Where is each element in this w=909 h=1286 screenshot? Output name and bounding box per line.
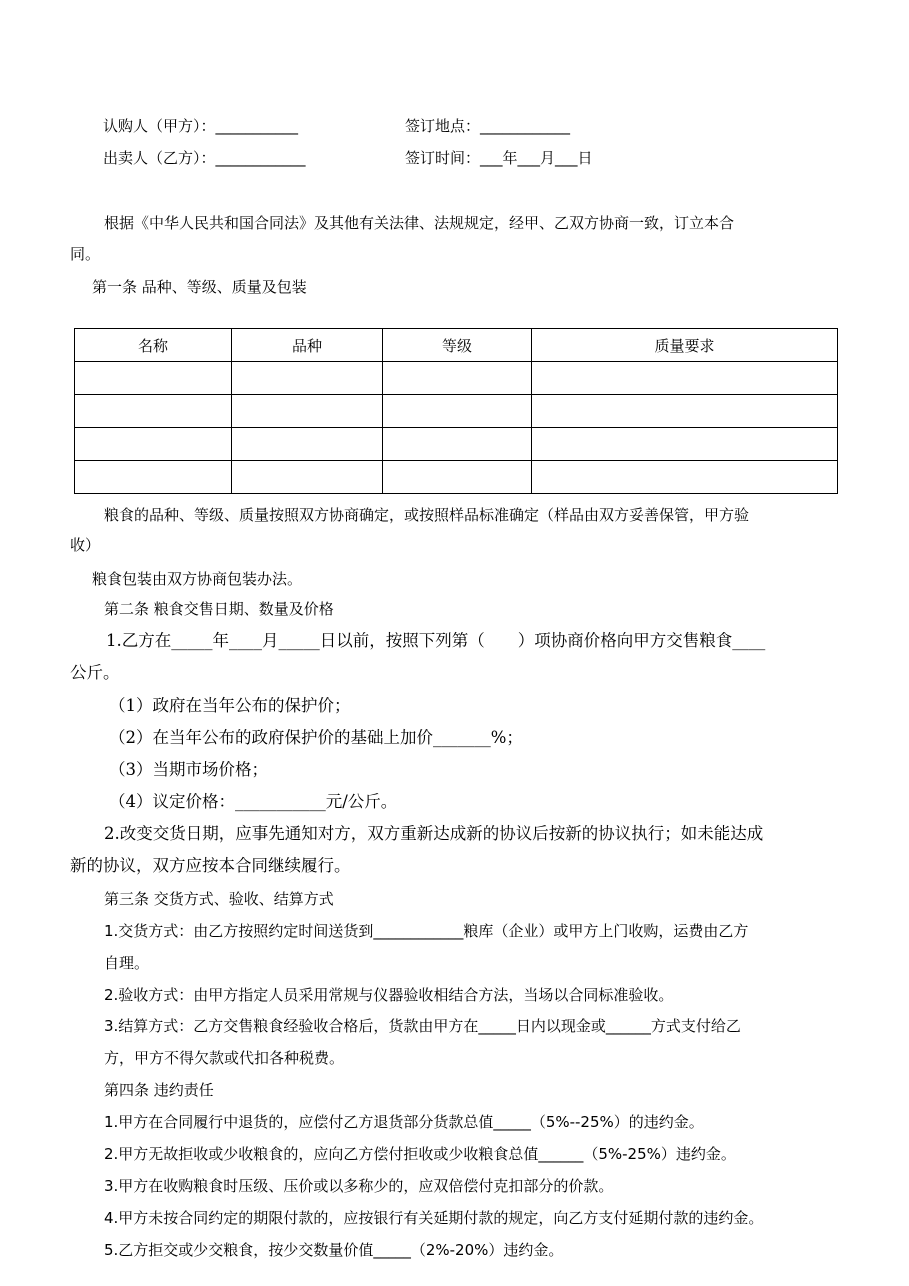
spec-table <box>74 328 838 494</box>
quality-note-cont: 收） <box>70 536 101 554</box>
article3-item3: 3.结算方式：乙方交售粮食经验收合格后，货款由甲方在_____日内以现金或______方式支付给乙 <box>104 1017 741 1035</box>
table-cell <box>383 428 532 461</box>
table-cell <box>383 461 532 494</box>
col-header-variety: 品种 <box>232 329 383 362</box>
table-cell <box>232 461 383 494</box>
table-cell <box>532 428 838 461</box>
signing-place-field: 签订地点：____________ <box>405 117 571 135</box>
table-cell <box>75 362 232 395</box>
table-cell <box>532 362 838 395</box>
table-cell <box>232 362 383 395</box>
article2-item2-cont: 新的协议，双方应按本合同继续履行。 <box>70 856 351 875</box>
article4-title: 第四条 违约责任 <box>104 1081 214 1099</box>
article4-item5: 5.乙方拒交或少交粮食，按少交数量价值_____（2%-20%）违约金。 <box>104 1241 564 1259</box>
quality-note: 粮食的品种、等级、质量按照双方协商确定，或按照样品标准确定（样品由双方妥善保管，甲方验 <box>104 506 750 524</box>
col-header-quality: 质量要求 <box>532 329 838 362</box>
seller-field: 出卖人（乙方）：____________ <box>103 149 306 167</box>
table-cell <box>75 395 232 428</box>
price-option-3: （3）当期市场价格； <box>109 760 268 779</box>
table-row <box>75 395 838 428</box>
article2-item1-cont: 公斤。 <box>70 663 120 682</box>
table-cell <box>75 428 232 461</box>
article2-item2: 2.改变交货日期，应事先通知对方，双方重新达成新的协议后按新的协议执行；如未能达成 <box>104 824 764 843</box>
table-cell <box>532 461 838 494</box>
price-option-2: （2）在当年公布的政府保护价的基础上加价_______%； <box>109 728 523 747</box>
col-header-name: 名称 <box>75 329 232 362</box>
article3-item1: 1.交货方式：由乙方按照约定时间送货到____________粮库（企业）或甲方上门收购，运费由乙方 <box>104 922 749 940</box>
intro-text-cont: 同。 <box>70 245 101 263</box>
article3-item3-cont: 方，甲方不得欠款或代扣各种税费。 <box>104 1049 345 1067</box>
table-row <box>75 362 838 395</box>
price-option-1: （1）政府在当年公布的保护价； <box>109 696 351 715</box>
article2-item1: 1.乙方在_____年____月_____日以前，按照下列第（ ）项协商价格向甲方交售粮食____ <box>106 631 766 650</box>
table-row <box>75 428 838 461</box>
article3-item2: 2.验收方式：由甲方指定人员采用常规与仪器验收相结合方法，当场以合同标准验收。 <box>104 986 674 1004</box>
table-header-row <box>75 329 838 362</box>
article4-item2: 2.甲方无故拒收或少收粮食的，应向乙方偿付拒收或少收粮食总值______（5%-25%）违约金。 <box>104 1145 736 1163</box>
table-cell <box>383 362 532 395</box>
article4-item3: 3.甲方在收购粮食时压级、压价或以多称少的，应双倍偿付克扣部分的价款。 <box>104 1177 614 1195</box>
table-cell <box>232 395 383 428</box>
article4-item1: 1.甲方在合同履行中退货的，应偿付乙方退货部分货款总值_____（5%--25%）的违约金。 <box>104 1113 704 1131</box>
table-cell <box>532 395 838 428</box>
article3-title: 第三条 交货方式、验收、结算方式 <box>104 890 334 908</box>
table-row <box>75 461 838 494</box>
article4-item4: 4.甲方未按合同约定的期限付款的，应按银行有关延期付款的规定，向乙方支付延期付款的违约金。 <box>104 1209 764 1227</box>
article3-item1-cont: 自理。 <box>104 954 150 972</box>
col-header-grade: 等级 <box>383 329 532 362</box>
packaging-text: 粮食包装由双方协商包装办法。 <box>92 570 303 588</box>
table-cell <box>75 461 232 494</box>
article2-title: 第二条 粮食交售日期、数量及价格 <box>104 600 334 618</box>
table-cell <box>232 428 383 461</box>
signing-time-field: 签订时间：___年___月___日 <box>405 149 593 167</box>
price-option-4: （4）议定价格：___________元/公斤。 <box>109 792 398 811</box>
article1-title: 第一条 品种、等级、质量及包装 <box>92 278 307 296</box>
intro-text: 根据《中华人民共和国合同法》及其他有关法律、法规规定，经甲、乙双方协商一致，订立本合 <box>104 214 735 232</box>
table-cell <box>383 395 532 428</box>
buyer-field: 认购人（甲方）：___________ <box>103 117 299 135</box>
